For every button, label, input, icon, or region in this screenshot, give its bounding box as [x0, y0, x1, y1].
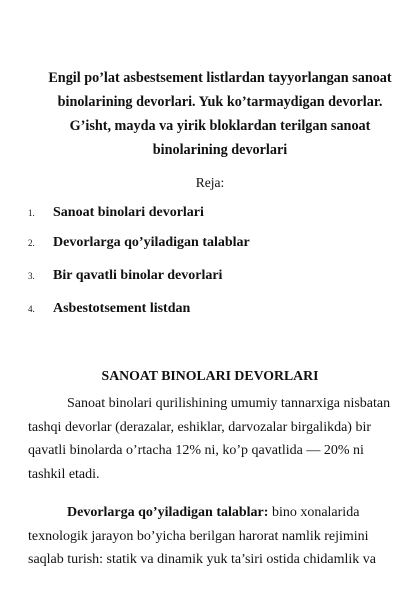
plan-heading: Reja: [195, 175, 225, 190]
paragraph-line: tashqi devorlar (derazalar, eshiklar, darvozalar birgalikda) bir [28, 419, 372, 435]
document-title [40, 66, 400, 162]
title-line: G’isht, mayda va yirik bloklardan terilgan sanoat [69, 118, 371, 134]
plan-item-number: 4. [28, 304, 35, 314]
title-line: Engil po’lat asbestsement listlardan tayyorlangan sanoat [48, 70, 392, 86]
paragraph-line: tashkil etadi. [28, 466, 100, 482]
paragraph-line: texnologik jarayon bo’yicha berilgan harorat namlik rejimini [28, 528, 369, 544]
plan-item-number: 2. [28, 238, 35, 248]
plan-item-number: 3. [28, 271, 35, 281]
paragraph-line [28, 501, 400, 525]
paragraph-line: Sanoat binolari qurilishining umumiy tannarxiga nisbatan [67, 396, 391, 411]
plan-item-text: Asbestotsement listdan [53, 301, 191, 316]
requirements-lead: Devorlarga qo’yiladigan talablar: [67, 505, 269, 520]
paragraph-line: saqlab turish: statik va dinamik yuk ta’siri ostida chidamlik va [28, 552, 376, 567]
paragraph-costs [28, 392, 400, 486]
section-heading: SANOAT BINOLARI DEVORLARI [101, 368, 319, 383]
plan-item-number: 1. [28, 208, 35, 218]
paragraph-line: qavatli binolarda o’rtacha 12% ni, ko’p qavatlida — 20% ni [28, 443, 364, 458]
plan-item-text: Sanoat binolari devorlari [53, 205, 204, 220]
requirements-lead-rest: bino xonalarida [268, 505, 360, 520]
title-line: binolarining devorlari. Yuk ko’tarmaydigan devorlar. [57, 94, 383, 110]
plan-item-text: Devorlarga qo’yiladigan talablar [53, 235, 250, 250]
title-line: binolarining devorlari [152, 142, 288, 158]
plan-item-text: Bir qavatli binolar devorlari [53, 268, 223, 283]
paragraph-requirements [28, 501, 400, 572]
